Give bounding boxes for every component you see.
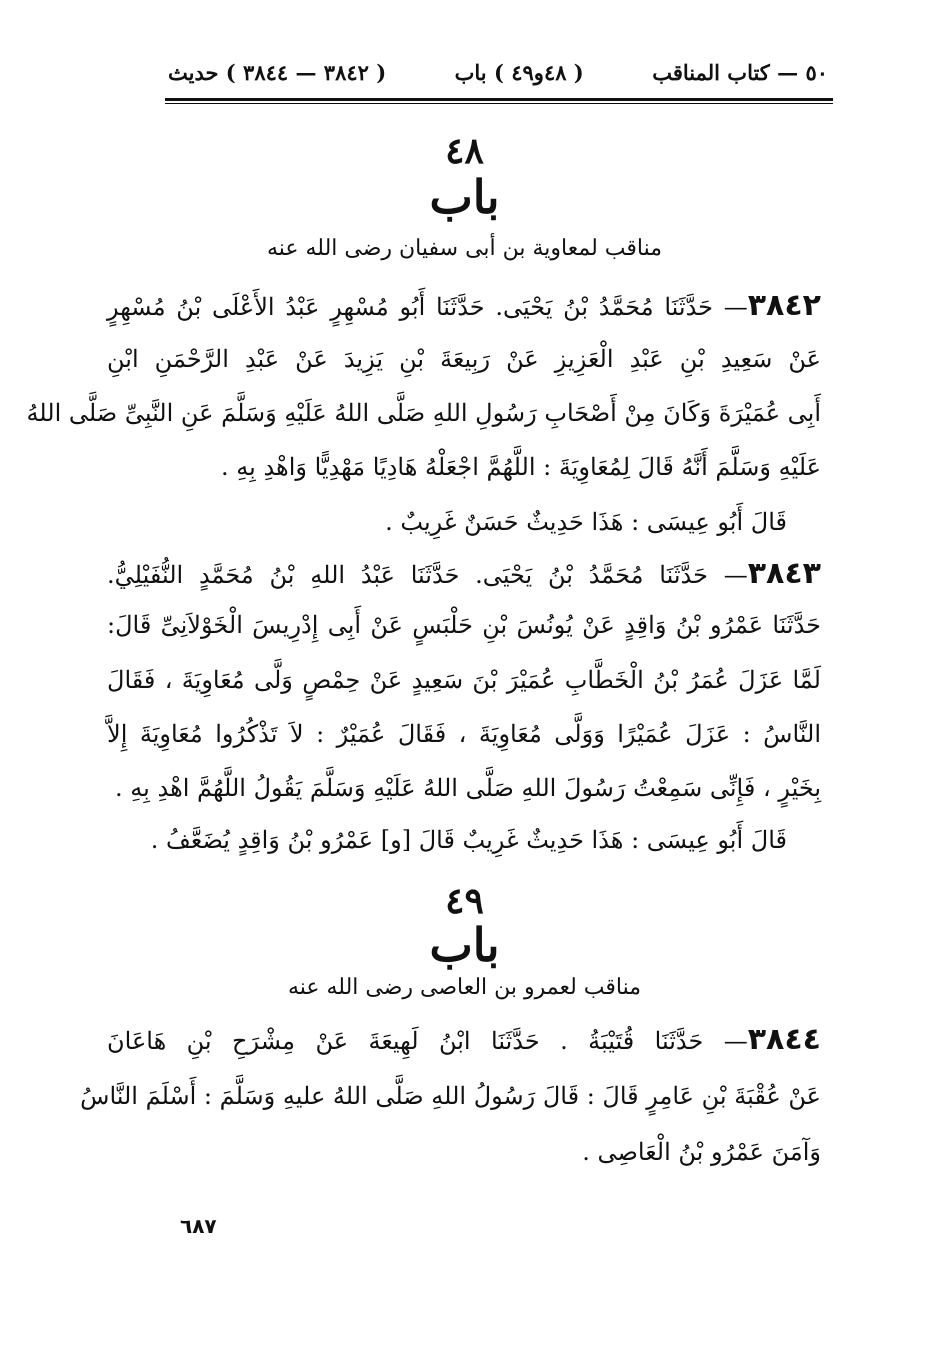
header-hadith-range: ( ٣٨٤٢ — ٣٨٤٤ ) حديث xyxy=(168,59,387,85)
hadith-line: عَنْ سَعِيدِ بْنِ عَبْدِ الْعَزِيزِ عَنْ رَبِيعَةَ بْنِ يَزِيدَ عَنْ عَبْدِ الرَّحْمَنِ ابْنِ xyxy=(107,345,821,373)
hadith-line: لَمَّا عَزَلَ عُمَرُ بْنُ الْخَطَّابِ عُمَيْرَ بْنَ سَعِيدٍ عَنْ حِمْصٍ وَلَّى مُعَاوِيَةَ ، فَقَالَ xyxy=(107,666,821,694)
chapter-heading: باب xyxy=(429,170,500,224)
hadith-line: عَنْ عُقْبَةَ بْنِ عَامِرٍ قَالَ : قَالَ رَسُولُ اللهِ صَلَّى اللهُ عليهِ وَسَلَّمَ : أَسْلَمَ النَّاسُ xyxy=(80,1082,821,1110)
hadith-line: بِخَيْرٍ ، فَإِنِّى سَمِعْتُ رَسُولَ اللهِ صَلَّى اللهُ عَلَيْهِ وَسَلَّمَ يَقُولُ اللَّهُمَّ اهْدِ بِهِ . xyxy=(115,774,821,802)
chapter-heading: باب xyxy=(429,918,500,972)
hadith-text: — حَدَّثَنَا مُحَمَّدُ بْنُ يَحْيَى. حَدَّثَنَا عَبْدُ اللهِ بْنُ مُحَمَّدٍ النُّفَيْلِيُّ. xyxy=(107,561,748,589)
hadith-line: النَّاسُ : عَزَلَ عُمَيْرًا وَوَلَّى مُعَاوِيَةَ ، فَقَالَ عُمَيْرٌ : لاَ تَذْكُرُوا مُعَاوِيَةَ إِلاَّ xyxy=(107,720,821,748)
chapter-title: مناقب لمعاوية بن أبى سفيان رضى الله عنه xyxy=(266,236,663,261)
hadith-line xyxy=(107,1022,821,1057)
header-rule xyxy=(165,98,833,101)
hadith-number: ٣٨٤٣ xyxy=(747,556,821,591)
header-chapter-range: ( ٤٨و٤٩ ) باب xyxy=(454,59,584,85)
hadith-line: أَبِى عُمَيْرَةَ وَكَانَ مِنْ أَصْحَابِ رَسُولِ اللهِ صَلَّى اللهُ عَلَيْهِ وَسَلَّمَ عَنِ النَّبِىِّ صَلَّى اللهُ xyxy=(26,399,821,427)
hadith-grading: قَالَ أَبُو عِيسَى : هَذَا حَدِيثٌ غَرِيبٌ قَالَ [و] عَمْرُو بْنُ وَاقِدٍ يُضَعَّفُ . xyxy=(150,826,787,854)
running-header xyxy=(168,52,828,92)
hadith-line xyxy=(107,288,821,323)
header-rule-thin xyxy=(165,103,833,104)
hadith-line: حَدَّثَنَا عَمْرُو بْنُ وَاقِدٍ عَنْ يُونُسَ بْنِ حَلْبَسٍ عَنْ أَبِى إِدْرِيسَ الْخَوْلاَنِىِّ قَالَ: xyxy=(107,611,821,639)
hadith-number: ٣٨٤٤ xyxy=(747,1022,821,1057)
page-number: ٦٨٧ xyxy=(180,1214,217,1238)
hadith-text: — حَدَّثَنَا قُتَيْبَةُ . حَدَّثَنَا ابْنُ لَهِيعَةَ عَنْ مِشْرَحِ بْنِ هَاعَانَ xyxy=(107,1027,748,1055)
hadith-line xyxy=(107,556,821,591)
hadith-line: عَلَيْهِ وَسَلَّمَ أَنَّهُ قَالَ لِمُعَاوِيَةَ : اللَّهُمَّ اجْعَلْهُ هَادِيًا مَهْدِيًّا وَاهْدِ بِهِ . xyxy=(221,453,821,481)
header-book-title: ٥٠ — كتاب المناقب xyxy=(652,59,828,85)
hadith-text: — حَدَّثَنَا مُحَمَّدُ بْنُ يَحْيَى. حَدَّثَنَا أَبُو مُسْهِرٍ عَبْدُ الأَعْلَى بْنُ مُسْهِرٍ xyxy=(107,293,748,321)
chapter-number: ٤٩ xyxy=(445,880,484,922)
hadith-grading: قَالَ أَبُو عِيسَى : هَذَا حَدِيثٌ حَسَنٌ غَرِيبٌ . xyxy=(385,508,787,536)
chapter-title: مناقب لعمرو بن العاصى رضى الله عنه xyxy=(287,975,642,1000)
hadith-number: ٣٨٤٢ xyxy=(747,288,821,323)
chapter-number: ٤٨ xyxy=(445,130,484,172)
hadith-line: وَآمَنَ عَمْرُو بْنُ الْعَاصِى . xyxy=(582,1138,821,1166)
